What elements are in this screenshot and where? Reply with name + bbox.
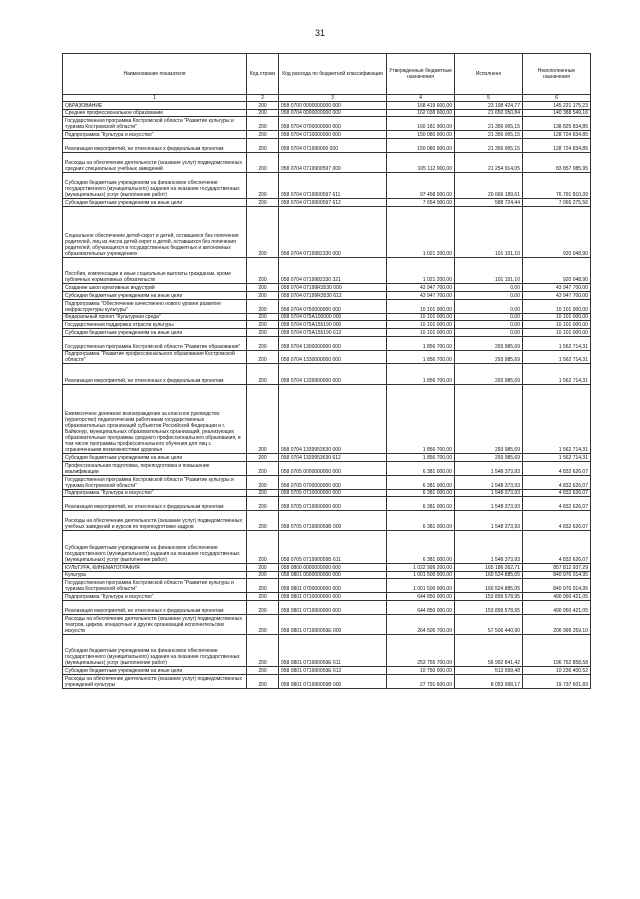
row-unexecuted-cell: 128 724 834,85 [523, 131, 591, 139]
table-row [63, 350, 591, 364]
row-approved-cell: 6 381 000,00 [387, 475, 455, 489]
table-row [63, 497, 591, 511]
row-line-code-cell: 200 [247, 321, 279, 329]
row-approved-cell: 1 021 200,00 [387, 206, 455, 257]
row-budget-code-cell: 058 0704 1330000000 000 [279, 350, 387, 364]
row-line-code-cell: 200 [247, 199, 279, 207]
row-executed-cell: 21 356 065,15 [455, 138, 523, 152]
row-executed-cell: 21 254 914,05 [455, 152, 523, 172]
row-executed-cell: 1 548 373,93 [455, 497, 523, 511]
row-approved-cell: 1 856 700,00 [387, 336, 455, 350]
row-unexecuted-cell: 206 999 259,10 [523, 614, 591, 634]
row-budget-code-cell: 058 0801 0719900000 000 [279, 600, 387, 614]
row-budget-code-cell: 058 0801 0000000000 000 [279, 571, 387, 579]
column-number: 1 [63, 95, 247, 102]
row-budget-code-cell: 058 0704 0700000000 000 [279, 117, 387, 131]
row-approved-cell: 1 022 999 200,00 [387, 563, 455, 571]
row-name-cell: Подпрограмма "Обеспечение качественно нового уровня развития инфраструктуры культуры" [63, 299, 247, 313]
row-line-code-cell: 200 [247, 292, 279, 300]
row-name-cell: Государственная программа Костромской области "Развитие культуры и туризма Костромской области" [63, 117, 247, 131]
row-executed-cell: 57 506 440,90 [455, 614, 523, 634]
row-unexecuted-cell: 1 562 714,31 [523, 454, 591, 462]
row-budget-code-cell: 058 0705 071990059Б 000 [279, 511, 387, 531]
column-number: 4 [387, 95, 455, 102]
row-executed-cell: 1 548 373,93 [455, 489, 523, 497]
column-header-line-code: Код строки [247, 54, 279, 95]
row-unexecuted-cell: 19 737 601,83 [523, 674, 591, 688]
table-row [63, 667, 591, 675]
row-approved-cell: 264 505 700,00 [387, 614, 455, 634]
row-unexecuted-cell: 145 221 175,23 [523, 102, 591, 110]
row-approved-cell: 644 850 000,00 [387, 600, 455, 614]
row-executed-cell: 0,00 [455, 299, 523, 313]
column-header-approved: Утвержденные бюджетные назначения [387, 54, 455, 95]
row-approved-cell: 1 856 700,00 [387, 384, 455, 454]
row-budget-code-cell: 058 0705 0700000000 000 [279, 475, 387, 489]
row-executed-cell: 293 985,69 [455, 336, 523, 350]
row-approved-cell: 10 750 000,00 [387, 667, 455, 675]
row-approved-cell: 6 381 000,00 [387, 531, 455, 564]
row-executed-cell: 56 992 841,42 [455, 634, 523, 667]
row-name-cell: Государственная программа Костромской области "Развитие культуры и туризма Костромской области" [63, 475, 247, 489]
row-executed-cell: 165 186 262,71 [455, 563, 523, 571]
row-unexecuted-cell: 840 976 014,95 [523, 579, 591, 593]
table-row [63, 258, 591, 284]
row-approved-cell: 6 381 000,00 [387, 497, 455, 511]
row-executed-cell: 20 666 189,61 [455, 172, 523, 198]
row-name-cell: Реализация мероприятий, не отнесенных к федеральным проектам [63, 138, 247, 152]
row-line-code-cell: 200 [247, 511, 279, 531]
row-line-code-cell: 200 [247, 674, 279, 688]
row-name-cell: Расходы на обеспечение деятельности (оказание услуг) подведомственных учебных заведений и курсов по переподготовке кадров [63, 511, 247, 531]
row-approved-cell: 150 080 900,00 [387, 131, 455, 139]
table-row [63, 117, 591, 131]
row-approved-cell: 10 101 000,00 [387, 299, 455, 313]
row-executed-cell: 293 985,69 [455, 454, 523, 462]
column-number: 6 [523, 95, 591, 102]
row-line-code-cell: 200 [247, 667, 279, 675]
row-budget-code-cell: 058 0704 1300000000 000 [279, 336, 387, 350]
table-row [63, 299, 591, 313]
row-name-cell: Подпрограмма "Культура и искусство" [63, 131, 247, 139]
row-line-code-cell: 200 [247, 206, 279, 257]
row-name-cell: Субсидии бюджетным учреждениям на иные цели [63, 454, 247, 462]
row-approved-cell: 6 381 000,00 [387, 511, 455, 531]
row-line-code-cell: 200 [247, 364, 279, 384]
row-executed-cell: 1 548 373,93 [455, 461, 523, 475]
row-approved-cell: 27 791 600,00 [387, 674, 455, 688]
row-name-cell: Пособия, компенсации и иные социальные выплаты гражданам, кроме публичных нормативных обязательств [63, 258, 247, 284]
row-budget-code-cell: 058 0801 071990059Е 611 [279, 634, 387, 667]
row-unexecuted-cell: 83 857 085,95 [523, 152, 591, 172]
row-unexecuted-cell: 490 950 421,05 [523, 600, 591, 614]
row-executed-cell: 101 151,10 [455, 206, 523, 257]
row-unexecuted-cell: 10 236 400,52 [523, 667, 591, 675]
table-row [63, 364, 591, 384]
column-header-name: Наименование показателя [63, 54, 247, 95]
row-executed-cell: 1 548 373,93 [455, 511, 523, 531]
row-executed-cell: 0,00 [455, 328, 523, 336]
row-executed-cell: 293 985,69 [455, 364, 523, 384]
row-name-cell: Расходы на обеспечение деятельности (оказание услуг) подведомственных средних специальных учебных заведений [63, 152, 247, 172]
row-approved-cell: 43 947 700,00 [387, 292, 455, 300]
row-executed-cell: 0,00 [455, 313, 523, 321]
row-executed-cell: 160 524 885,05 [455, 579, 523, 593]
row-executed-cell: 0,00 [455, 321, 523, 329]
row-name-cell: КУЛЬТУРА, КИНЕМАТОГРАФИЯ [63, 563, 247, 571]
row-line-code-cell: 200 [247, 563, 279, 571]
row-line-code-cell: 200 [247, 336, 279, 350]
row-budget-code-cell: 058 0704 075A155190 612 [279, 328, 387, 336]
row-line-code-cell: 200 [247, 497, 279, 511]
row-unexecuted-cell: 43 947 700,00 [523, 292, 591, 300]
row-unexecuted-cell: 10 101 000,00 [523, 299, 591, 313]
table-row [63, 384, 591, 454]
row-approved-cell: 160 181 900,00 [387, 117, 455, 131]
row-name-cell: Ежемесячное денежное вознаграждение за классное руководство (кураторство) педагогическим работникам государственных образовательных организаций субъектов Российской Федерации и г. Байконур, муниципальных образовательных организаций, реализующих образовательные программы среднего профессионального образования, в том числе программы профессионального обучения для лиц с ограниченными возможностями здоровья [63, 384, 247, 454]
column-number: 2 [247, 95, 279, 102]
row-budget-code-cell: 058 0801 0710000000 000 [279, 593, 387, 601]
column-number: 5 [455, 95, 523, 102]
table-row [63, 454, 591, 462]
row-unexecuted-cell: 10 101 000,00 [523, 328, 591, 336]
row-name-cell: Субсидии бюджетным учреждениям на иные цели [63, 328, 247, 336]
row-unexecuted-cell: 920 048,90 [523, 258, 591, 284]
column-header-budget-code: Код расхода по бюджетной классификации [279, 54, 387, 95]
row-approved-cell: 7 654 000,00 [387, 199, 455, 207]
row-approved-cell: 6 381 000,00 [387, 489, 455, 497]
row-budget-code-cell: 058 0704 071990000 000 [279, 138, 387, 152]
row-name-cell: Субсидии бюджетным учреждениям на финансовое обеспечение государственного (муниципального) задания на оказание государственных (муниципальных) услуг (выполнение работ) [63, 531, 247, 564]
table-row [63, 172, 591, 198]
row-budget-code-cell: 058 0704 0719900597 000 [279, 152, 387, 172]
column-number-row [63, 95, 591, 102]
row-budget-code-cell: 058 0801 071990059В 000 [279, 674, 387, 688]
row-budget-code-cell: 058 0704 075A155190 000 [279, 321, 387, 329]
row-approved-cell: 1 856 700,00 [387, 454, 455, 462]
table-row [63, 138, 591, 152]
table-row [63, 199, 591, 207]
row-executed-cell: 588 724,44 [455, 199, 523, 207]
row-unexecuted-cell: 4 832 626,07 [523, 531, 591, 564]
row-name-cell: Субсидии бюджетным учреждениям на финансовое обеспечение государственного (муниципального) задания на оказание государственных (муниципальных) услуг (выполнение работ) [63, 634, 247, 667]
row-unexecuted-cell: 43 947 700,00 [523, 284, 591, 292]
row-name-cell: Реализация мероприятий, не отнесенных к федеральным проектам [63, 497, 247, 511]
row-budget-code-cell: 058 0704 1339900000 000 [279, 364, 387, 384]
row-name-cell: Субсидии бюджетным учреждениям на иные цели [63, 199, 247, 207]
row-name-cell: Государственная поддержка отрасли культуры [63, 321, 247, 329]
row-line-code-cell: 200 [247, 152, 279, 172]
row-approved-cell: 97 458 000,00 [387, 172, 455, 198]
table-row [63, 571, 591, 579]
row-budget-code-cell: 058 0705 0710000000 000 [279, 489, 387, 497]
row-line-code-cell: 200 [247, 313, 279, 321]
row-budget-code-cell: 058 0704 0719900597 611 [279, 172, 387, 198]
row-approved-cell: 162 038 600,00 [387, 109, 455, 117]
row-budget-code-cell: 058 0704 075A100000 000 [279, 313, 387, 321]
row-unexecuted-cell: 138 825 834,85 [523, 117, 591, 131]
row-executed-cell: 21 650 050,84 [455, 109, 523, 117]
row-name-cell: Субсидии бюджетным учреждениям на иные цели [63, 292, 247, 300]
table-row [63, 489, 591, 497]
row-name-cell: Социальное обеспечение детей-сирот и детей, оставшихся без попечения родителей, лиц из числа детей-сирот и детей, оставшихся без попечения родителей, обучающихся в государственных бюджетных и автономных образовательных учреждениях [63, 206, 247, 257]
row-unexecuted-cell: 1 562 714,31 [523, 336, 591, 350]
table-row [63, 531, 591, 564]
row-approved-cell: 1 856 700,00 [387, 350, 455, 364]
row-name-cell: Государственная программа Костромской области "Развитие образования" [63, 336, 247, 350]
row-name-cell: Подпрограмма "Культура и искусство" [63, 593, 247, 601]
row-name-cell: Расходы на обеспечение деятельности (оказание услуг) подведомственных учреждений культуры [63, 674, 247, 688]
row-unexecuted-cell: 920 048,90 [523, 206, 591, 257]
row-line-code-cell: 200 [247, 475, 279, 489]
row-unexecuted-cell: 128 724 834,85 [523, 138, 591, 152]
row-line-code-cell: 200 [247, 454, 279, 462]
row-unexecuted-cell: 1 562 714,31 [523, 364, 591, 384]
row-line-code-cell: 200 [247, 571, 279, 579]
row-executed-cell: 101 151,10 [455, 258, 523, 284]
row-line-code-cell: 200 [247, 172, 279, 198]
row-budget-code-cell: 058 0704 1339953630 612 [279, 454, 387, 462]
table-row [63, 313, 591, 321]
row-unexecuted-cell: 7 065 275,56 [523, 199, 591, 207]
row-budget-code-cell: 058 0801 0700000000 000 [279, 579, 387, 593]
row-name-cell: Создание школ креативных индустрий [63, 284, 247, 292]
row-line-code-cell: 200 [247, 600, 279, 614]
row-approved-cell: 253 755 700,00 [387, 634, 455, 667]
row-unexecuted-cell: 1 562 714,31 [523, 384, 591, 454]
table-row [63, 614, 591, 634]
row-approved-cell: 1 856 700,00 [387, 364, 455, 384]
row-name-cell: Субсидии бюджетным учреждениям на иные цели [63, 667, 247, 675]
row-unexecuted-cell: 4 832 626,07 [523, 475, 591, 489]
row-executed-cell: 0,00 [455, 284, 523, 292]
row-budget-code-cell: 058 0705 071990059Б 611 [279, 531, 387, 564]
row-budget-code-cell: 058 0704 0719982330 000 [279, 206, 387, 257]
table-row [63, 102, 591, 110]
row-executed-cell: 153 899 578,95 [455, 593, 523, 601]
row-executed-cell: 160 524 885,05 [455, 571, 523, 579]
row-name-cell: ОБРАЗОВАНИЕ [63, 102, 247, 110]
row-approved-cell: 1 021 200,00 [387, 258, 455, 284]
row-executed-cell: 293 985,69 [455, 384, 523, 454]
row-approved-cell: 168 419 600,00 [387, 102, 455, 110]
row-approved-cell: 10 101 000,00 [387, 313, 455, 321]
row-unexecuted-cell: 857 812 937,29 [523, 563, 591, 571]
budget-execution-table [62, 53, 591, 689]
table-header-row [63, 54, 591, 95]
page-number: 31 [314, 28, 325, 38]
row-unexecuted-cell: 840 976 014,95 [523, 571, 591, 579]
row-budget-code-cell: 058 0801 071990059Е 612 [279, 667, 387, 675]
row-name-cell: Среднее профессиональное образование [63, 109, 247, 117]
row-line-code-cell: 200 [247, 614, 279, 634]
row-unexecuted-cell: 4 832 626,07 [523, 489, 591, 497]
row-name-cell: Культура [63, 571, 247, 579]
row-line-code-cell: 200 [247, 579, 279, 593]
table-row [63, 511, 591, 531]
table-row [63, 475, 591, 489]
row-name-cell: Расходы на обеспечение деятельности (оказание услуг) подведомственных театров, цирков, концертных и других организаций исполнительских искусств [63, 614, 247, 634]
table-row [63, 593, 591, 601]
row-approved-cell: 6 381 000,00 [387, 461, 455, 475]
table-row [63, 292, 591, 300]
row-budget-code-cell: 058 0705 0000000000 000 [279, 461, 387, 475]
row-unexecuted-cell: 10 101 000,00 [523, 313, 591, 321]
row-executed-cell: 8 053 998,17 [455, 674, 523, 688]
table-row [63, 563, 591, 571]
row-executed-cell: 21 356 065,15 [455, 131, 523, 139]
row-line-code-cell: 200 [247, 131, 279, 139]
row-line-code-cell: 200 [247, 461, 279, 475]
row-budget-code-cell: 058 0704 07199R3530 612 [279, 292, 387, 300]
row-name-cell: Реализация мероприятий, не отнесенных к федеральным проектам [63, 600, 247, 614]
row-unexecuted-cell: 4 832 626,07 [523, 497, 591, 511]
row-line-code-cell: 200 [247, 328, 279, 336]
row-approved-cell: 150 080 900,00 [387, 138, 455, 152]
row-line-code-cell: 200 [247, 384, 279, 454]
row-budget-code-cell: 058 0801 071990059Е 000 [279, 614, 387, 634]
table-row [63, 600, 591, 614]
row-executed-cell: 0,00 [455, 292, 523, 300]
table-row [63, 131, 591, 139]
row-unexecuted-cell: 196 762 858,58 [523, 634, 591, 667]
row-line-code-cell: 200 [247, 350, 279, 364]
row-line-code-cell: 200 [247, 531, 279, 564]
row-unexecuted-cell: 490 950 421,05 [523, 593, 591, 601]
row-budget-code-cell: 058 0704 0750000000 000 [279, 299, 387, 313]
row-line-code-cell: 200 [247, 258, 279, 284]
row-name-cell: Подпрограмма "Развитие профессионального образования Костромской области" [63, 350, 247, 364]
table-row [63, 152, 591, 172]
row-executed-cell: 1 548 373,93 [455, 475, 523, 489]
row-unexecuted-cell: 4 832 626,07 [523, 461, 591, 475]
row-unexecuted-cell: 1 562 714,31 [523, 350, 591, 364]
row-line-code-cell: 200 [247, 634, 279, 667]
row-approved-cell: 1 001 500 900,00 [387, 579, 455, 593]
row-budget-code-cell: 058 0800 0000000000 000 [279, 563, 387, 571]
row-executed-cell: 21 356 065,15 [455, 117, 523, 131]
table-row [63, 328, 591, 336]
row-line-code-cell: 200 [247, 102, 279, 110]
table-row [63, 284, 591, 292]
table-row [63, 336, 591, 350]
row-unexecuted-cell: 140 388 549,16 [523, 109, 591, 117]
row-name-cell: Субсидии бюджетным учреждениям на финансовое обеспечение государственного (муниципального) задания на оказание государственных (муниципальных) услуг (выполнение работ) [63, 172, 247, 198]
row-approved-cell: 644 850 000,00 [387, 593, 455, 601]
row-line-code-cell: 200 [247, 489, 279, 497]
row-budget-code-cell: 058 0704 0719900597 612 [279, 199, 387, 207]
column-number: 3 [279, 95, 387, 102]
row-name-cell: Подпрограмма "Культура и искусство" [63, 489, 247, 497]
table-row [63, 461, 591, 475]
row-budget-code-cell: 058 0704 1339953630 000 [279, 384, 387, 454]
row-unexecuted-cell: 76 791 810,39 [523, 172, 591, 198]
row-name-cell: Профессиональная подготовка, переподготовка и повышение квалификации [63, 461, 247, 475]
table-row [63, 674, 591, 688]
row-approved-cell: 105 112 000,00 [387, 152, 455, 172]
row-line-code-cell: 200 [247, 109, 279, 117]
row-unexecuted-cell: 10 101 000,00 [523, 321, 591, 329]
row-unexecuted-cell: 4 832 626,07 [523, 511, 591, 531]
row-line-code-cell: 200 [247, 299, 279, 313]
row-approved-cell: 10 101 000,00 [387, 328, 455, 336]
row-budget-code-cell: 058 0704 0710000000 000 [279, 131, 387, 139]
row-line-code-cell: 200 [247, 284, 279, 292]
row-budget-code-cell: 058 0704 07199R3530 000 [279, 284, 387, 292]
row-budget-code-cell: 058 0700 0000000000 000 [279, 102, 387, 110]
row-executed-cell: 513 599,48 [455, 667, 523, 675]
row-approved-cell: 10 101 000,00 [387, 321, 455, 329]
row-approved-cell: 43 947 700,00 [387, 284, 455, 292]
row-executed-cell: 293 985,69 [455, 350, 523, 364]
table-row [63, 206, 591, 257]
row-executed-cell: 1 548 373,93 [455, 531, 523, 564]
row-line-code-cell: 200 [247, 138, 279, 152]
row-executed-cell: 23 198 424,77 [455, 102, 523, 110]
table-body [63, 102, 591, 689]
row-name-cell: Федеральный проект "Культурная среда" [63, 313, 247, 321]
table-row [63, 109, 591, 117]
row-budget-code-cell: 058 0705 0719900000 000 [279, 497, 387, 511]
row-line-code-cell: 200 [247, 117, 279, 131]
row-name-cell: Реализация мероприятий, не отнесенных к федеральным проектам [63, 364, 247, 384]
table-row [63, 634, 591, 667]
row-budget-code-cell: 058 0704 0719982330 321 [279, 258, 387, 284]
row-budget-code-cell: 058 0704 0000000000 000 [279, 109, 387, 117]
row-approved-cell: 1 001 500 900,00 [387, 571, 455, 579]
table-row [63, 579, 591, 593]
table-row [63, 321, 591, 329]
row-executed-cell: 153 899 578,95 [455, 600, 523, 614]
column-header-executed: Исполнено [455, 54, 523, 95]
column-header-unexecuted: Неисполненные назначения [523, 54, 591, 95]
row-name-cell: Государственная программа Костромской области "Развитие культуры и туризма Костромской области" [63, 579, 247, 593]
row-line-code-cell: 200 [247, 593, 279, 601]
